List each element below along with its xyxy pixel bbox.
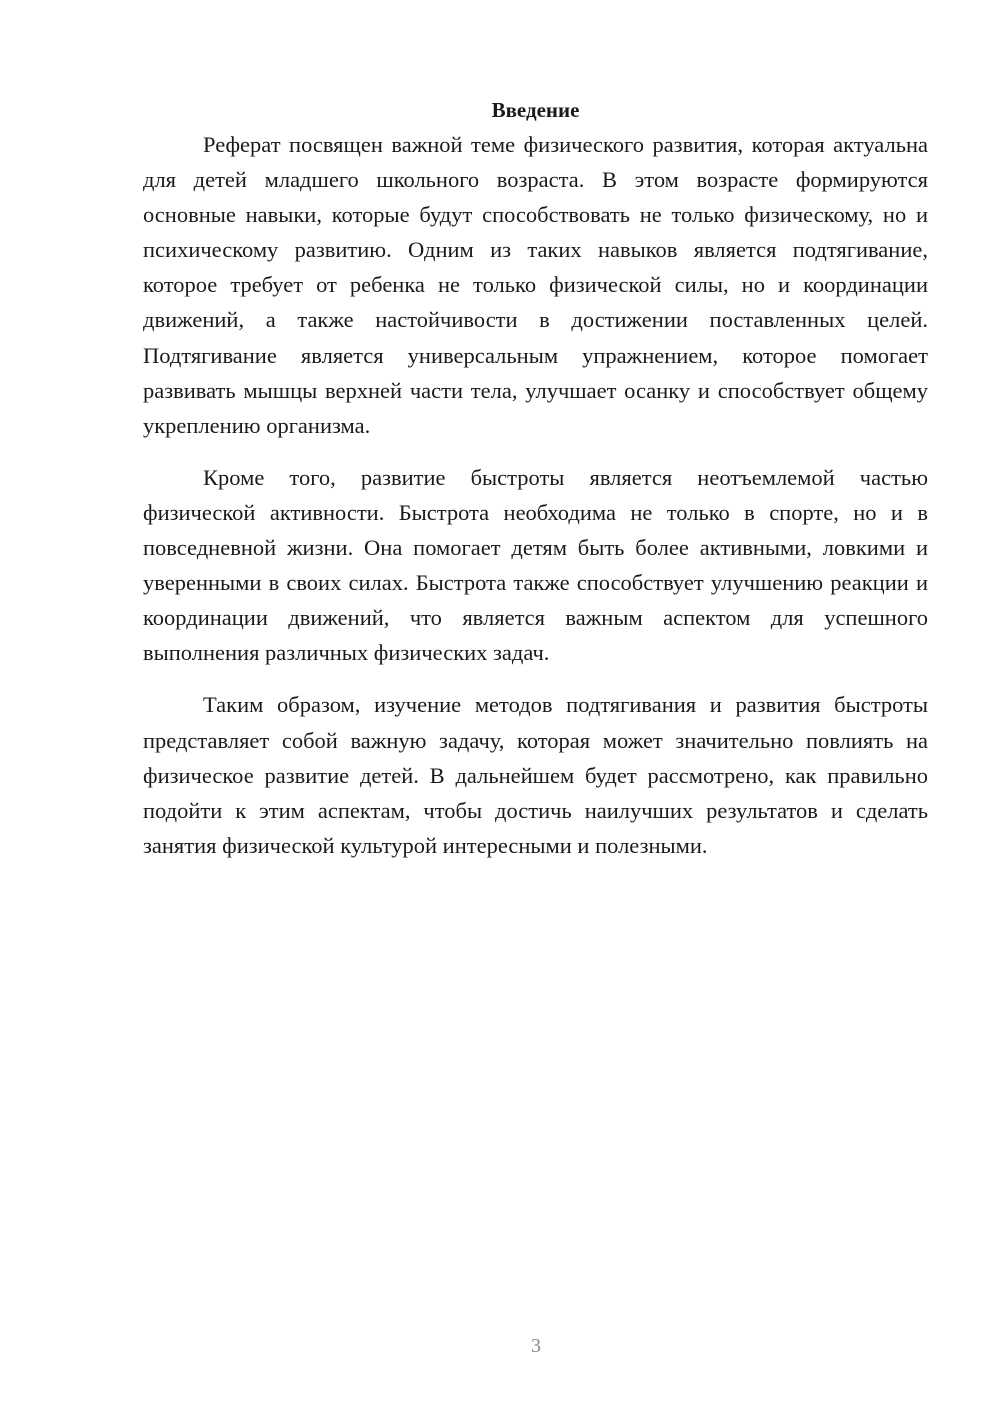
section-title: Введение xyxy=(491,98,580,122)
paragraph-3: Таким образом, изучение методов подтягивания и развития быстроты представляет собой важную задачу, которая может значительно повлиять на физическое развитие детей. В дальнейшем будет рассмотрено, как правильно подойти к этим аспектам, чтобы достичь наилучших результатов и сделать занятия физической культурой интересными и полезными. xyxy=(143,692,928,858)
paragraph-2: Кроме того, развитие быстроты является неотъемлемой частью физической активности. Быстрота необходима не только в спорте, но и в повседневной жизни. Она помогает детям быть более активными, ловкими и уверенными в своих силах. Быстрота также способствует улучшению реакции и координации движений, что является важным аспектом для успешного выполнения различных физических задач. xyxy=(143,464,928,666)
page-content xyxy=(143,95,928,863)
paragraph-1: Реферат посвящен важной теме физического развития, которая актуальна для детей младшего школьного возраста. В этом возрасте формируются основные навыки, которые будут способствовать не только физическому, но и психическому развитию. Одним из таких навыков является подтягивание, которое требует от ребенка не только физической силы, но и координации движений, а также настойчивости в достижении поставленных целей. Подтягивание является универсальным упражнением, которое помогает развивать мышцы верхней части тела, улучшает осанку и способствует общему укреплению организма. xyxy=(143,132,928,438)
page-number: 3 xyxy=(531,1335,541,1357)
